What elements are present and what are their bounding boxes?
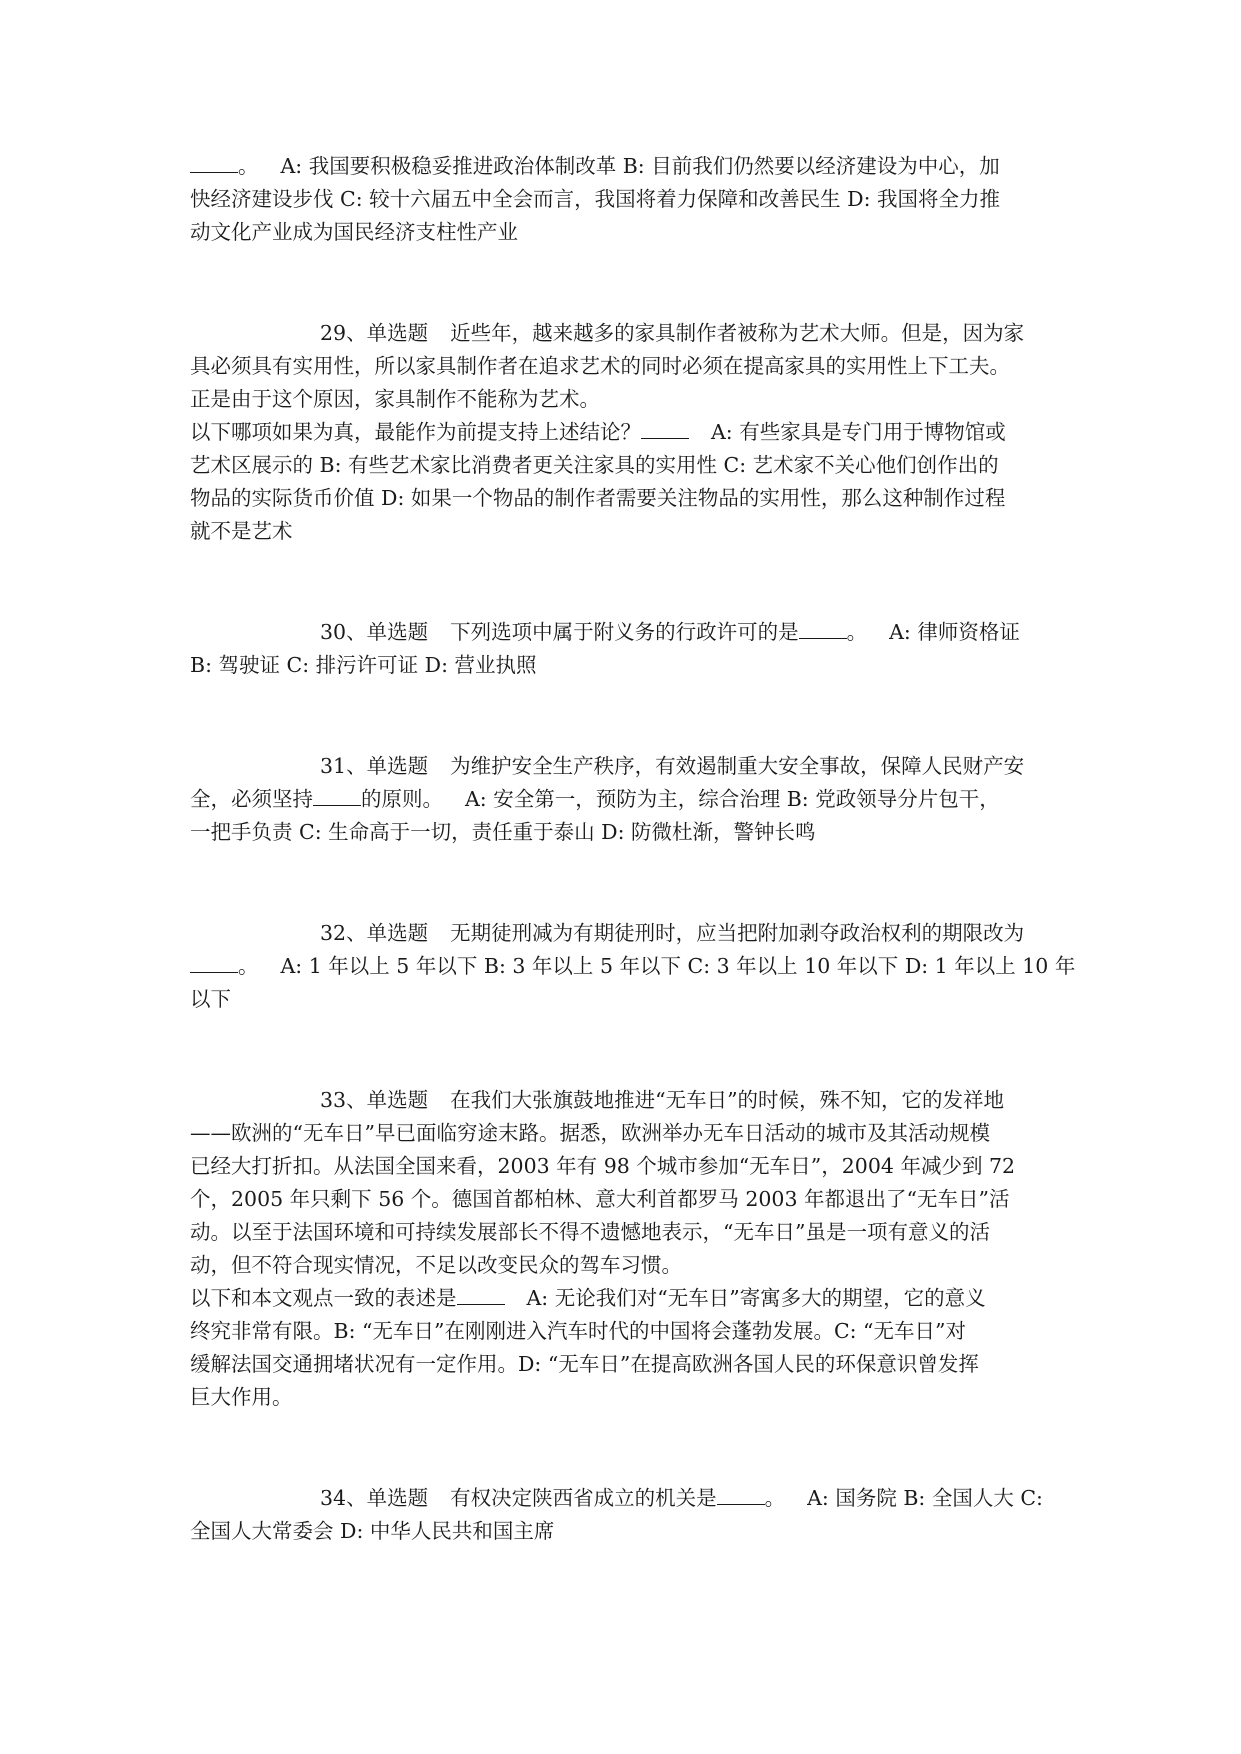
answer-blank <box>799 618 847 639</box>
answer-blank <box>717 1484 765 1505</box>
question-number: 34、单选题 <box>320 1486 429 1510</box>
question-31 <box>190 750 1060 849</box>
options-text: A: 国务院 B: 全国人大 C: <box>807 1486 1043 1510</box>
text-line: 动，但不符合现实情况，不足以改变民众的驾车习惯。 <box>190 1253 682 1277</box>
text-line: 个，2005 年只剩下 56 个。德国首都柏林、意大利首都罗马 2003 年都退出了“无车日”活 <box>190 1187 1010 1211</box>
question-34 <box>190 1482 1060 1548</box>
question-33 <box>190 1084 1060 1414</box>
text-line: 一把手负责 C: 生命高于一切，责任重于泰山 D: 防微杜渐，警钟长鸣 <box>190 820 816 844</box>
question-stem-line: 32、单选题 无期徒刑减为有期徒刑时，应当把附加剥夺政治权利的期限改为 <box>320 921 1025 945</box>
text-line: 已经大打折扣。从法国全国来看，2003 年有 98 个城市参加“无车日”，2004 年减少到 72 <box>190 1154 1016 1178</box>
text-line: 就不是艺术 <box>190 519 293 543</box>
text-line: 动文化产业成为国民经济支柱性产业 <box>190 220 518 244</box>
options-text: A: 无论我们对“无车日”寄寓多大的期望，它的意义 <box>526 1286 986 1310</box>
question-number: 33、单选题 <box>320 1088 429 1112</box>
options-text: A: 1 年以上 5 年以下 B: 3 年以上 5 年以下 C: 3 年以上 10 年以下 D: 1 年以上 10 年 <box>280 954 1076 978</box>
text-line: 艺术区展示的 B: 有些艺术家比消费者更关注家具的实用性 C: 艺术家不关心他们创作出的 <box>190 453 999 477</box>
text-line: 以下哪项如果为真，最能作为前提支持上述结论？ A: 有些家具是专门用于博物馆或 <box>190 420 1006 444</box>
question-32 <box>190 917 1076 1016</box>
question-stem-line: 31、单选题 为维护安全生产秩序，有效遏制重大安全事故，保障人民财产安 <box>320 754 1025 778</box>
answer-blank <box>313 785 361 806</box>
text-line: 正是由于这个原因，家具制作不能称为艺术。 <box>190 387 600 411</box>
text-line: 物品的实际货币价值 D: 如果一个物品的制作者需要关注物品的实用性，那么这种制作过程 <box>190 486 1006 510</box>
text-line: 以下和本文观点一致的表述是 A: 无论我们对“无车日”寄寓多大的期望，它的意义 <box>190 1286 986 1310</box>
text-line: ——欧洲的“无车日”早已面临穷途末路。据悉，欧洲举办无车日活动的城市及其活动规模 <box>190 1121 990 1145</box>
options-text: A: 我国要积极稳妥推进政治体制改革 B: 目前我们仍然要以经济建设为中心，加 <box>280 154 1000 178</box>
question-stem-line: 30、单选题 下列选项中属于附义务的行政许可的是 。 A: 律师资格证 <box>320 620 1020 644</box>
text-line: 。 A: 我国要积极稳妥推进政治体制改革 B: 目前我们仍然要以经济建设为中心，加 <box>190 150 1060 183</box>
question-stem-line: 34、单选题 有权决定陕西省成立的机关是 。 A: 国务院 B: 全国人大 C: <box>320 1486 1043 1510</box>
text-line: 缓解法国交通拥堵状况有一定作用。D: “无车日”在提高欧洲各国人民的环保意识曾发挥 <box>190 1352 979 1376</box>
question-number: 31、单选题 <box>320 754 429 778</box>
answer-blank <box>457 1284 505 1305</box>
question-number: 32、单选题 <box>320 921 429 945</box>
text-line: 全，必须坚持 的原则。 A: 安全第一，预防为主，综合治理 B: 党政领导分片包干， <box>190 787 1000 811</box>
question-stem-line: 33、单选题 在我们大张旗鼓地推进“无车日”的时候，殊不知，它的发祥地 <box>320 1088 1005 1112</box>
text-line: 具必须具有实用性，所以家具制作者在追求艺术的同时必须在提高家具的实用性上下工夫。 <box>190 354 1010 378</box>
options-text: A: 安全第一，预防为主，综合治理 B: 党政领导分片包干， <box>465 787 1000 811</box>
answer-blank <box>190 152 238 173</box>
question-number: 30、单选题 <box>320 620 429 644</box>
text-line: 终究非常有限。B: “无车日”在刚刚进入汽车时代的中国将会蓬勃发展。C: “无车日”对 <box>190 1319 967 1343</box>
text-line: 全国人大常委会 D: 中华人民共和国主席 <box>190 1519 555 1543</box>
question-number: 29、单选题 <box>320 321 429 345</box>
text-line: 。 A: 1 年以上 5 年以下 B: 3 年以上 5 年以下 C: 3 年以上 10 年以下 D: 1 年以上 10 年 <box>190 950 1060 983</box>
options-text: A: 有些家具是专门用于博物馆或 <box>711 420 1006 444</box>
answer-blank <box>190 952 238 973</box>
question-stem-line: 29、单选题 近些年，越来越多的家具制作者被称为艺术大师。但是，因为家 <box>320 321 1025 345</box>
text-line: B: 驾驶证 C: 排污许可证 D: 营业执照 <box>190 653 537 677</box>
document-page <box>190 150 1076 1548</box>
options-text: A: 律师资格证 <box>889 620 1020 644</box>
answer-blank <box>641 418 689 439</box>
text-line: 动。以至于法国环境和可持续发展部长不得不遗憾地表示，“无车日”虽是一项有意义的活 <box>190 1220 990 1244</box>
question-28-tail <box>190 150 1060 249</box>
question-30 <box>190 616 1060 682</box>
text-line: 以下 <box>190 987 231 1011</box>
question-29 <box>190 317 1060 548</box>
text-line: 快经济建设步伐 C: 较十六届五中全会而言，我国将着力保障和改善民生 D: 我国将全力推 <box>190 187 1000 211</box>
text-line: 巨大作用。 <box>190 1385 293 1409</box>
